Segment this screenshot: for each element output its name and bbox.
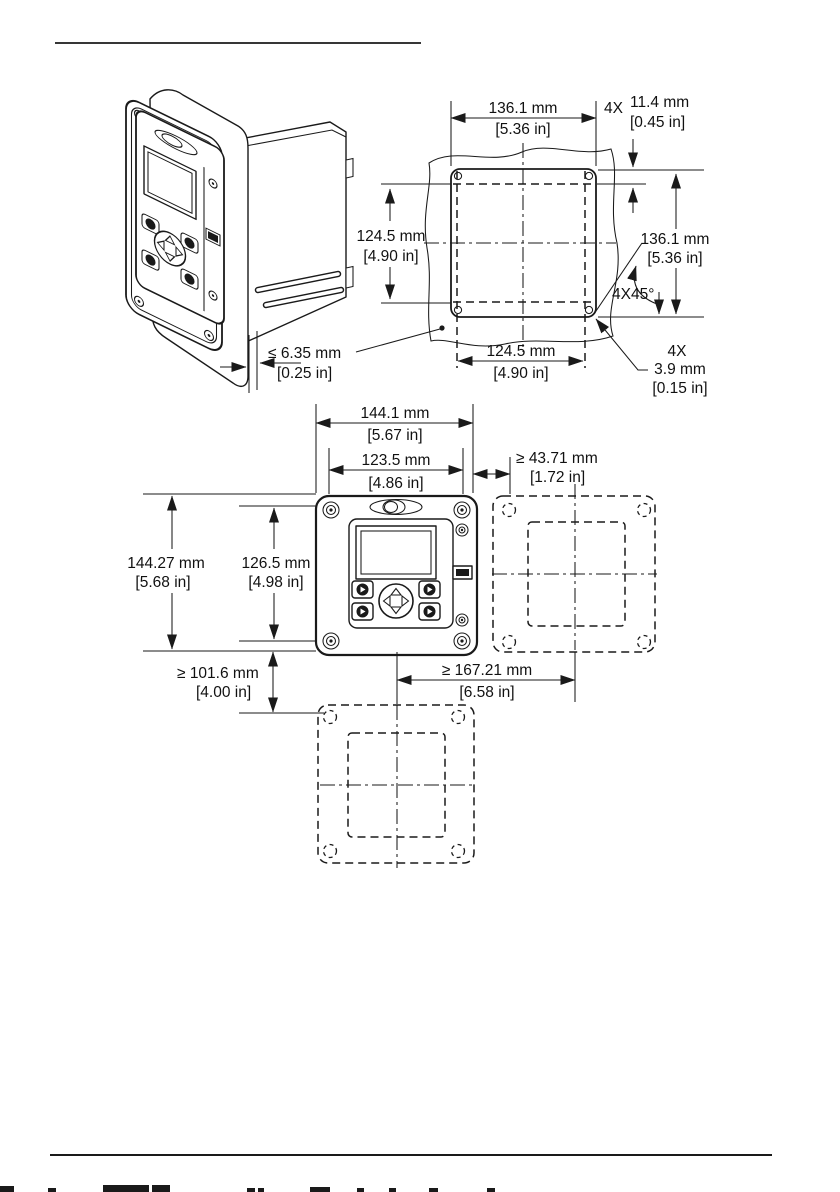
- dim-cutout-width-in: [5.36 in]: [495, 121, 551, 138]
- dim-hole-offset-in: [0.45 in]: [630, 114, 686, 131]
- dim-hole-offset-mm: 11.4 mm: [630, 94, 690, 111]
- dim-panel-thickness-in: [0.25 in]: [277, 365, 333, 382]
- controller-front-view: [316, 496, 477, 655]
- dim-screw-width-in: [4.86 in]: [368, 475, 424, 492]
- dim-corner-chamfer: 4X45°: [612, 286, 655, 303]
- dim-side-clearance-mm: ≥ 43.71 mm: [516, 450, 598, 467]
- dim-inner-height-mm: 126.5 mm: [241, 555, 311, 572]
- dim-side-clearance-in: [1.72 in]: [530, 469, 586, 486]
- dim-cutout-flat-height-mm: 124.5 mm: [356, 228, 426, 245]
- dim-cutout-width-mm: 136.1 mm: [488, 100, 558, 117]
- dim-cutout-flat-width-in: [4.90 in]: [493, 365, 549, 382]
- dim-front-width-mm: 144.1 mm: [360, 405, 430, 422]
- adjacent-unit-outline-bottom: [318, 705, 474, 868]
- panel-cutout-drawing: [357, 94, 710, 397]
- dim-corner-radius-in: [0.15 in]: [652, 380, 708, 397]
- dim-hole-offset-qty: 4X: [604, 100, 623, 117]
- dim-front-height-in: [5.68 in]: [135, 574, 191, 591]
- adjacent-unit-outline-right: [492, 484, 657, 652]
- dim-cutout-flat-width-mm: 124.5 mm: [486, 343, 556, 360]
- dim-screw-width-mm: 123.5 mm: [361, 452, 431, 469]
- dim-cutout-height-mm: 136.1 mm: [640, 231, 710, 248]
- dim-bottom-clearance-in: [4.00 in]: [196, 684, 252, 701]
- dim-panel-thickness-mm: ≤ 6.35 mm: [268, 345, 342, 362]
- dim-cutout-height-in: [5.36 in]: [647, 250, 703, 267]
- dim-corner-radius-mm: 3.9 mm: [654, 361, 706, 378]
- dim-front-width-in: [5.67 in]: [367, 427, 423, 444]
- dim-corner-radius-qty: 4X: [667, 343, 687, 360]
- dim-bottom-clearance-mm: ≥ 101.6 mm: [177, 665, 259, 682]
- dim-center-spacing-mm: ≥ 167.21 mm: [441, 662, 533, 679]
- clipped-text-fragments: [0, 1185, 495, 1192]
- dim-cutout-flat-height-in: [4.90 in]: [363, 248, 419, 265]
- dim-center-spacing-in: [6.58 in]: [459, 684, 515, 701]
- dim-front-height-mm: 144.27 mm: [127, 555, 205, 572]
- dim-inner-height-in: [4.98 in]: [248, 574, 304, 591]
